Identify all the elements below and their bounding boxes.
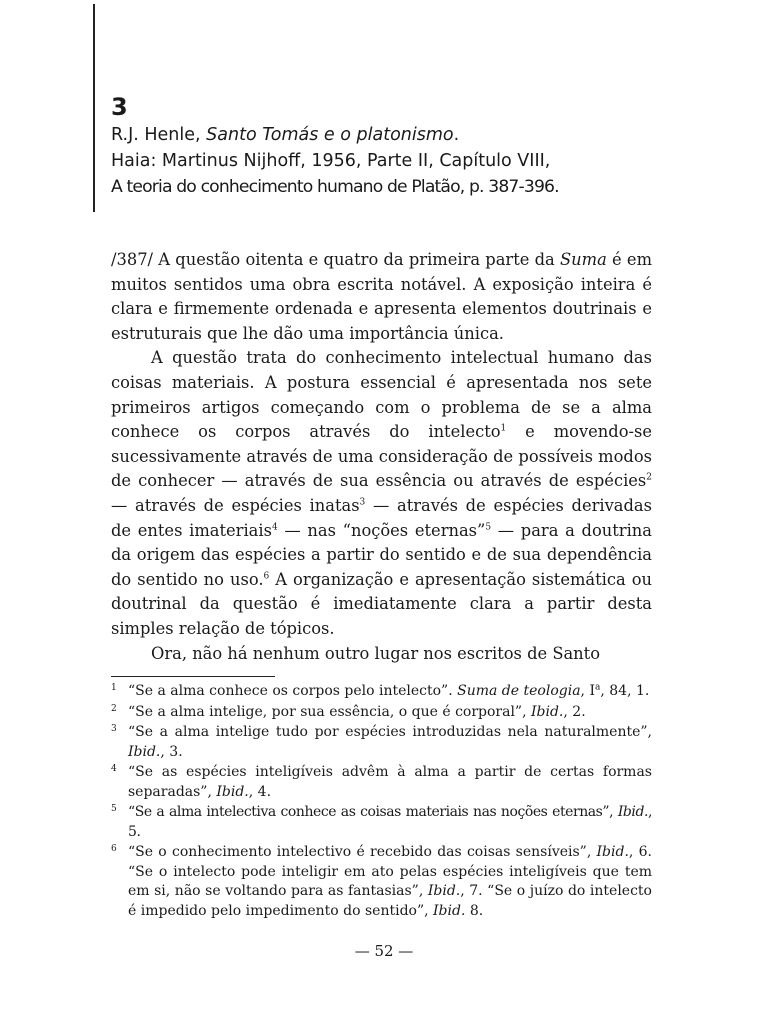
footnote-5 — [111, 803, 652, 842]
text: A questão trata do conhecimento intelectual humano das coisas materiais. A postura essencial é apresentada nos sete primeiros artigos começando com o problema de se a alma conhece os corpos através do intelecto — [111, 348, 652, 442]
text: — nas “noções eternas” — [277, 520, 486, 540]
footnote-4 — [111, 763, 652, 802]
text: A organização e apresentação sistemática ou doutrinal da questão é imediatamente clara a partir desta simples relação de tópicos. — [111, 569, 652, 638]
footnote-italic: Ibid. — [433, 902, 466, 919]
text: — para a doutrina da origem das espécies a partir do sentido e de sua dependência do sentido no uso. — [111, 520, 652, 589]
footnote-italic: Ibid. — [617, 804, 648, 820]
footnote-text: , 2. — [563, 703, 586, 720]
footnote-italic: Ibid. — [128, 743, 161, 760]
footnote-number: 1 — [111, 683, 117, 693]
title-period: . — [453, 125, 460, 145]
footnote-ref: 2 — [646, 472, 652, 483]
chapter-header — [111, 92, 711, 200]
header-line-3: A teoria do conhecimento humano de Platão, p. 387-396. — [111, 177, 559, 197]
footnote-number: 4 — [111, 764, 117, 774]
footnote-ref: 5 — [485, 522, 492, 533]
footnote-ref: 4 — [271, 522, 278, 533]
footnote-number: 6 — [111, 844, 117, 854]
footnote-text: , 5. — [128, 804, 652, 840]
footnote-6 — [111, 843, 652, 921]
footnote-text: “Se o conhecimento intelectivo é recebido das coisas sensíveis”, — [128, 844, 597, 860]
paragraph-2 — [111, 346, 652, 641]
header-line-1 — [111, 122, 711, 148]
footnote-number: 5 — [111, 804, 117, 814]
footnote-ref: 3 — [359, 497, 366, 508]
footnote-ref: 6 — [263, 571, 270, 582]
footnote-text: 8. — [465, 902, 484, 919]
main-text — [111, 248, 652, 666]
footnote-divider — [111, 676, 275, 677]
footnote-text: “Se a alma conhece os corpos pelo intelecto”. — [128, 683, 458, 699]
footnote-number: 2 — [111, 703, 117, 714]
footnote-1 — [111, 682, 652, 702]
text: e movendo-se sucessivamente através de uma consideração de possíveis modos de conhecer — através de sua essência ou através de espécies — [111, 422, 652, 491]
header-line-2: Haia: Martinus Nijhoff, 1956, Parte II, Capítulo VIII, — [111, 151, 551, 171]
footnote-2 — [111, 703, 652, 723]
footnote-3 — [111, 723, 652, 762]
footnote-text: , 84, 1. — [600, 683, 650, 699]
footnote-italic: Suma de teologia — [457, 683, 581, 699]
footnote-text: , 3. — [160, 743, 183, 760]
footnote-number: 3 — [111, 724, 117, 734]
footnote-italic: Ibid. — [531, 703, 564, 720]
footnote-italic: Ibid. — [596, 844, 629, 860]
footnotes — [111, 682, 652, 922]
footnote-text: “Se as espécies inteligíveis advêm à alma a partir de certas formas separadas”, — [128, 764, 652, 800]
book-title: Santo Tomás e o platonismo — [206, 125, 454, 145]
margin-rule — [93, 4, 95, 212]
footnote-ref: 1 — [500, 423, 507, 434]
footnote-italic: Ibid. — [427, 883, 461, 899]
footnote-text: , 6. “Se o intelecto pode inteligir em ato pelas espécies inteligíveis que tem em si, não se voltando para as fantasias”, — [128, 844, 652, 899]
page-marker: /387/ — [111, 250, 154, 269]
author: R.J. Henle, — [111, 125, 201, 145]
suma-italic: Suma — [560, 250, 607, 269]
chapter-number: 3 — [111, 93, 128, 121]
text: A questão oitenta e quatro da primeira parte da — [153, 250, 561, 269]
footnote-text: “Se a alma intelectiva conhece as coisas materiais nas noções eternas”, — [128, 804, 618, 820]
paragraph-3: Ora, não há nenhum outro lugar nos escritos de Santo — [151, 643, 601, 663]
footnote-text: “Se a alma intelige, por sua essência, o que é corporal”, — [128, 703, 531, 720]
footnote-text: , I — [580, 683, 595, 699]
paragraph-1 — [111, 248, 652, 346]
footnote-text: , 4. — [248, 783, 272, 800]
footnote-text: “Se a alma intelige tudo por espécies introduzidas nela naturalmente”, — [128, 724, 652, 740]
text: — através de espécies inatas — [111, 495, 360, 515]
footnote-text: , 7. “Se o juízo do intelecto é impedido pelo impedimento do sentido”, — [128, 883, 652, 919]
page-number: — 52 — — [354, 942, 414, 960]
text: — através de espécies derivadas de entes imateriais — [111, 495, 652, 540]
ordinal-superscript: a — [594, 682, 601, 693]
text: é em muitos sentidos uma obra escrita notável. A exposição inteira é clara e firmemente ordenada e apresenta elementos doutrinais e estruturais que lhe dão uma importância única. — [111, 250, 653, 343]
footnote-italic: Ibid. — [216, 783, 249, 800]
